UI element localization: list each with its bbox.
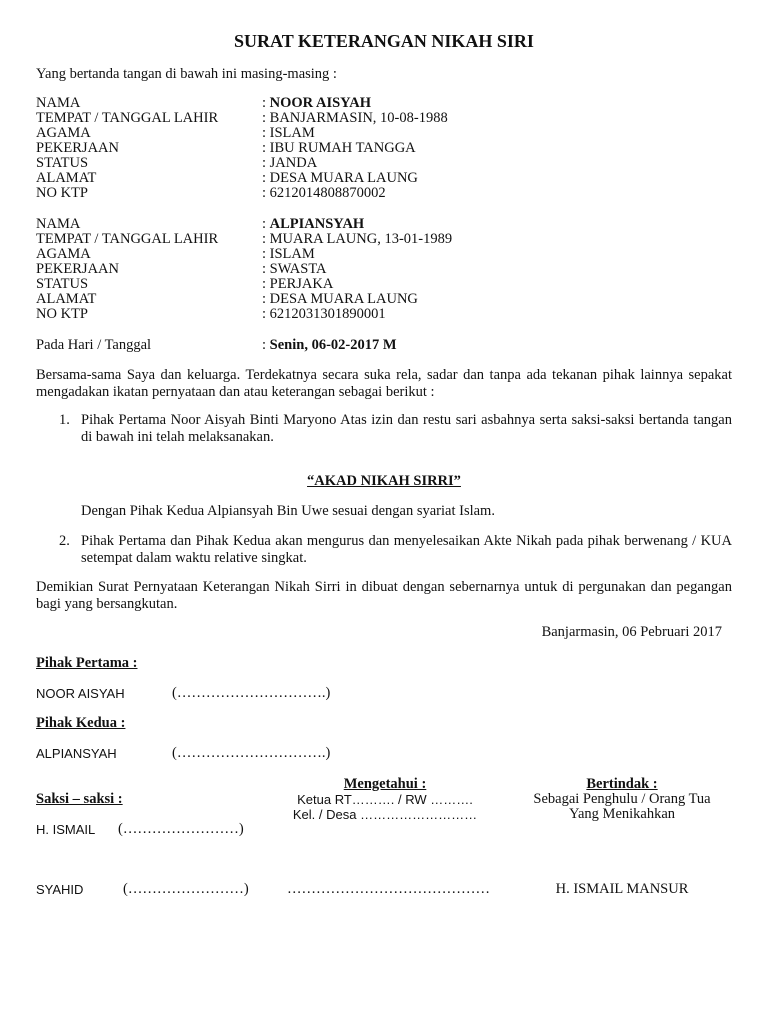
mengetahui-heading: Mengetahui : (343, 776, 427, 792)
item1-number: 1. (59, 412, 70, 428)
person1-value-address: : DESA MUARA LAUNG (262, 170, 418, 186)
person2-label-address: ALAMAT (36, 291, 97, 307)
akad-heading: “AKAD NIKAH SIRRI” (307, 473, 461, 489)
bertindak-role-line2: Yang Menikahkan (568, 806, 676, 822)
person2-value-address: : DESA MUARA LAUNG (262, 291, 418, 307)
mengetahui-rt-rw: Ketua RT………. / RW ………. (297, 792, 473, 807)
saksi2-signature: (……………………) (123, 881, 249, 897)
agreement-paragraph: Bersama-sama Saya dan keluarga. Terdekatnya secara suka rela, sadar dan tanpa ada tekanan pihak lainnya sepakat mengadakan ikatan pernyataan dan atau keterangan sebagai berikut : (36, 367, 732, 400)
day-date-label: Pada Hari / Tanggal (36, 337, 152, 353)
person2-value-job: : SWASTA (262, 261, 327, 277)
person1-value-job: : IBU RUMAH TANGGA (262, 140, 416, 156)
person1-label-name: NAMA (36, 95, 81, 111)
place-date: Banjarmasin, 06 Pebruari 2017 (541, 624, 722, 640)
pihak-kedua-heading: Pihak Kedua : (36, 715, 126, 731)
item2-number: 2. (59, 533, 70, 549)
person1-label-ktp: NO KTP (36, 185, 88, 201)
akad-line: Dengan Pihak Kedua Alpiansyah Bin Uwe sesuai dengan syariat Islam. (81, 503, 495, 519)
person1-label-status: STATUS (36, 155, 89, 171)
document-title: SURAT KETERANGAN NIKAH SIRI (234, 31, 534, 51)
bertindak-role-line1: Sebagai Penghulu / Orang Tua (533, 791, 711, 807)
person1-value-name: : NOOR AISYAH (262, 95, 372, 111)
mengetahui-kel-desa: Kel. / Desa ……………………… (292, 807, 478, 822)
person1-value-religion: : ISLAM (262, 125, 315, 141)
closing-paragraph: Demikian Surat Pernyataan Keterangan Nikah Sirri in dibuat dengan sebernarnya untuk di pergunakan dan pegangan bagi yang bersangkutan. (36, 579, 732, 612)
mengetahui-signature-line: …………………………………… (287, 881, 490, 897)
person1-label-address: ALAMAT (36, 170, 97, 186)
person1-value-status: : JANDA (262, 155, 318, 171)
pihak-pertama-signature: (………………………….) (172, 685, 331, 701)
item2-text: Pihak Pertama dan Pihak Kedua akan mengurus dan menyelesaikan Akte Nikah pada pihak berwenang / KUA setempat dalam waktu relative singkat. (81, 533, 732, 566)
person1-label-job: PEKERJAAN (36, 140, 119, 156)
person2-value-name: : ALPIANSYAH (262, 216, 365, 232)
pihak-pertama-name: NOOR AISYAH (36, 686, 125, 701)
person1-value-ktp: : 6212014808870002 (262, 185, 386, 201)
pihak-pertama-heading: Pihak Pertama : (36, 655, 138, 671)
saksi-heading: Saksi – saksi : (36, 791, 123, 807)
person2-value-status: : PERJAKA (262, 276, 334, 292)
person2-label-ktp: NO KTP (36, 306, 88, 322)
pihak-kedua-name: ALPIANSYAH (36, 746, 117, 761)
saksi2-name: SYAHID (36, 882, 84, 897)
pihak-kedua-signature: (………………………….) (172, 745, 331, 761)
person2-label-religion: AGAMA (36, 246, 91, 262)
person2-label-status: STATUS (36, 276, 89, 292)
saksi1-signature: (……………………) (118, 821, 244, 837)
person2-value-religion: : ISLAM (262, 246, 315, 262)
person2-label-birth: TEMPAT / TANGGAL LAHIR (36, 231, 219, 247)
person2-value-ktp: : 6212031301890001 (262, 306, 386, 322)
saksi1-name: H. ISMAIL (36, 822, 96, 837)
day-date-value: : Senin, 06-02-2017 M (262, 337, 397, 353)
item1-text: Pihak Pertama Noor Aisyah Binti Maryono Atas izin dan restu sari asbahnya serta saksi-saksi bertanda tangan di bawah ini telah melaksanakan. (81, 412, 732, 445)
person2-value-birth: : MUARA LAUNG, 13-01-1989 (262, 231, 453, 247)
intro-text: Yang bertanda tangan di bawah ini masing-masing : (36, 66, 337, 82)
bertindak-heading: Bertindak : (586, 776, 658, 792)
person1-label-birth: TEMPAT / TANGGAL LAHIR (36, 110, 219, 126)
person1-label-religion: AGAMA (36, 125, 91, 141)
person2-label-job: PEKERJAAN (36, 261, 119, 277)
person1-value-birth: : BANJARMASIN, 10-08-1988 (262, 110, 448, 126)
person2-label-name: NAMA (36, 216, 81, 232)
bertindak-name: H. ISMAIL MANSUR (555, 881, 689, 897)
